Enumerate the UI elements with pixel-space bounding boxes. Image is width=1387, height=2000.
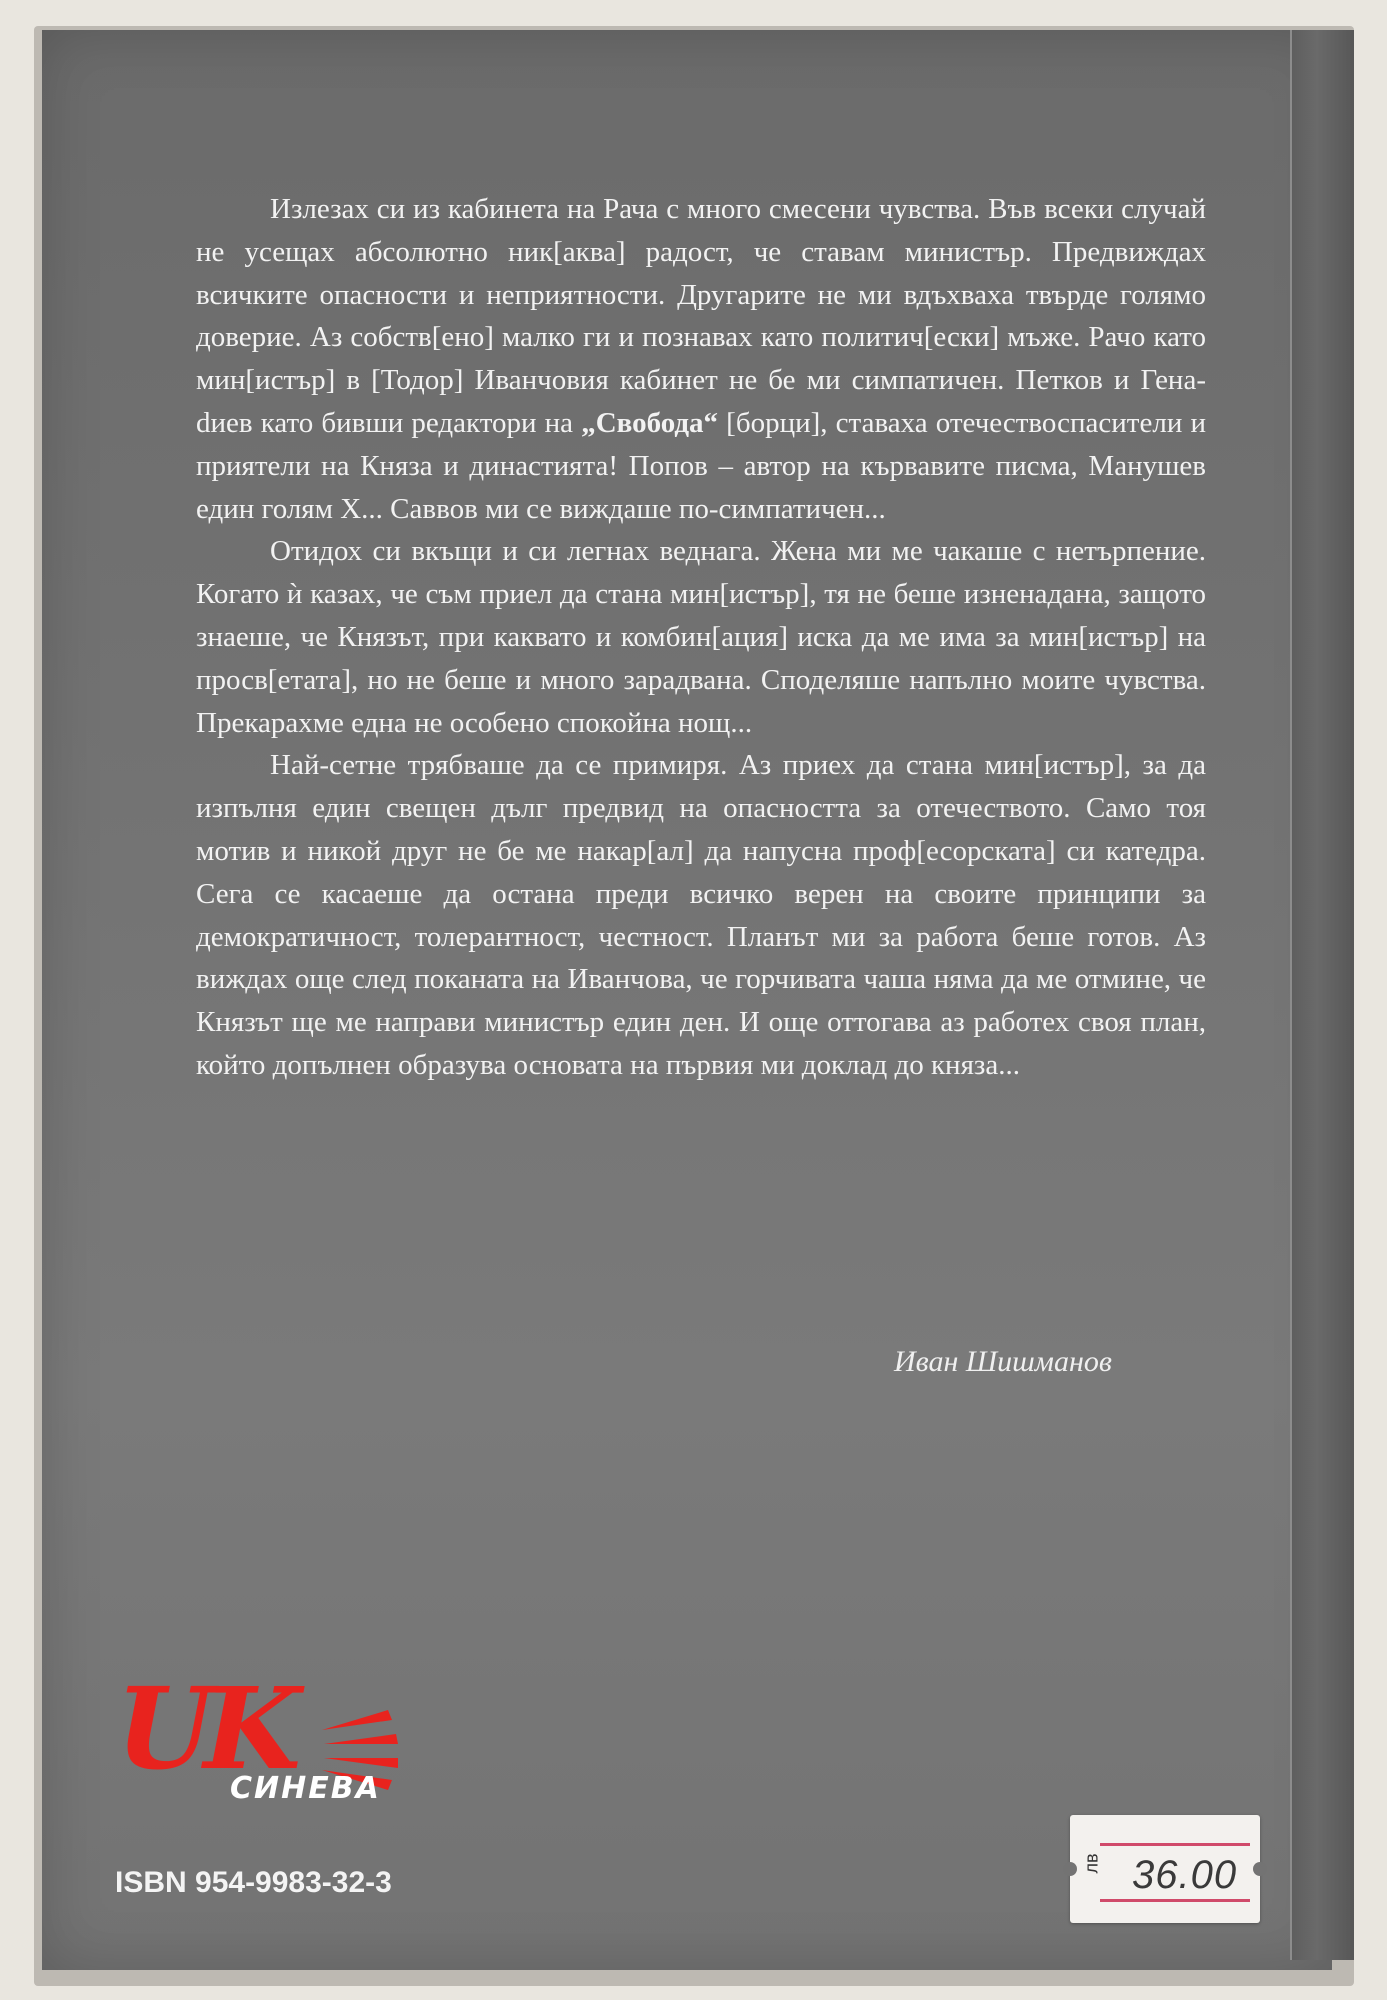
- excerpt-text: [196, 188, 1206, 1087]
- sticker-line-bottom: [1100, 1899, 1250, 1902]
- publisher-logo-letters: UK: [116, 1664, 292, 1795]
- price-value: 36.00: [1132, 1853, 1238, 1897]
- book-spine: [1290, 30, 1354, 1960]
- paragraph-1: [196, 188, 1206, 530]
- paragraph-1-text: Излезах си из кабинета на Рача с много смесени чувства. Във всеки случай не усещах абсолютно ник[аква] радост, че ставам министър. Предвиждах всичките опасности и неприятности. Другарите не ми вдъхваха твърде голямо доверие. Аз собств[ено] малко ги и познавах като политич[ески] мъже. Рачо като мин[истър] в [Тодор] Иванчовия кабинет не бе ми симпатичен. Петков и Генаdиев като бивши редактори на: [196, 193, 1206, 439]
- sticker-line-top: [1100, 1843, 1250, 1846]
- publisher-name: СИНЕВА: [230, 1771, 381, 1806]
- sticker-notch-left: [1063, 1862, 1077, 1876]
- paragraph-2: Отидох си вкъщи и си легнах веднага. Жена ми ме чакаше с нетърпение. Когато ѝ казах, че съм приел да стана мин[истър], тя не беше изненадана, защото знаеше, че Князът, при каквато и комбин[ация] иска да ме има за мин[истър] на просв[етата], но не беше и много зарадвана. Споделяше напълно моите чувства. Прекарахме една не особено спокойна нощ...: [196, 535, 1206, 739]
- author-signature: Иван Шишманов: [894, 1345, 1112, 1378]
- price-currency: лв: [1081, 1853, 1102, 1874]
- sticker-notch-right: [1253, 1862, 1267, 1876]
- price-sticker: [1070, 1815, 1260, 1923]
- paragraph-3: Най-сетне трябваше да се примиря. Аз приех да стана мин[истър], за да изпълня един свещен дълг предвид на опасността за отечеството. Само тоя мотив и никой друг не бе ме накар[ал] да напусна проф[есорската] си катедра. Сега се касаеше да остана преди всичко верен на своите принципи за демократичност, толерантност, честност. Планът ми за работа беше готов. Аз виждах още след поканата на Иванчова, че горчивата чаша няма да ме отмине, че Князът ще ме направи министър един ден. И още оттогава аз работех своя план, който допълнен образува основата на първия ми доклад до княза...: [196, 749, 1206, 1081]
- newspaper-name: „Свобода“: [581, 406, 719, 439]
- isbn-code: ISBN 954-9983-32-3: [115, 1866, 392, 1899]
- paragraph-1-rest: [борци], ставаха отечествоспасители и приятели на Княза и династията! Попов – автор на кървавите писма, Манушев един голям Х... Саввов ми се виждаше по-симпатичен...: [196, 406, 1206, 525]
